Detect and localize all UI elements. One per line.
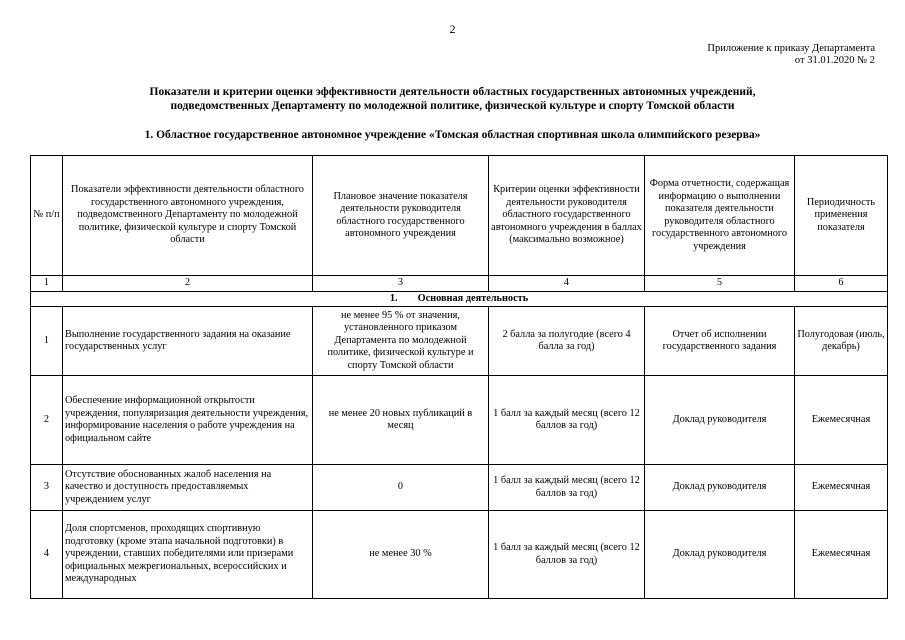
document-title bbox=[30, 85, 875, 113]
section-number: 1. bbox=[389, 292, 398, 304]
criteria-cell: 1 балл за каждый месяц (всего 12 баллов за год) bbox=[489, 511, 645, 599]
plan-cell: 0 bbox=[313, 465, 489, 511]
plan-cell: не менее 95 % от значения, установленного приказом Департамента по молодежной политике, физической культуре и спорту Томской области bbox=[313, 307, 489, 376]
header-cell-plan: Плановое значение показателя деятельности руководителя областного государственного автономного учреждения bbox=[313, 156, 489, 276]
title-line-2: подведомственных Департаменту по молодежной политике, физической культуре и спорту Томской области bbox=[170, 100, 735, 112]
header-cell-report: Форма отчетности, содержащая информацию о выполнении показателя деятельности руководителя областного государственного автономного учреждения bbox=[645, 156, 795, 276]
appendix-note bbox=[707, 43, 875, 67]
plan-cell: не менее 30 % bbox=[313, 511, 489, 599]
column-number: 4 bbox=[489, 276, 645, 292]
page-number: 2 bbox=[449, 22, 456, 36]
table-row bbox=[31, 307, 888, 376]
section-heading: 1. Областное государственное автономное учреждение «Томская областная спортивная школа олимпийского резерва» bbox=[144, 129, 761, 141]
header-cell-indicator: Показатели эффективности деятельности областного государственного автономного учреждения, подведомственного Департаменту по молодежной политике, физической культуре и спорту Томской области bbox=[63, 156, 313, 276]
criteria-cell: 1 балл за каждый месяц (всего 12 баллов за год) bbox=[489, 465, 645, 511]
criteria-table bbox=[30, 155, 888, 599]
report-cell: Доклад руководителя bbox=[645, 465, 795, 511]
criteria-cell: 2 балла за полугодие (всего 4 балла за год) bbox=[489, 307, 645, 376]
column-number: 6 bbox=[795, 276, 888, 292]
section-row bbox=[31, 291, 888, 307]
column-number: 5 bbox=[645, 276, 795, 292]
column-number: 3 bbox=[313, 276, 489, 292]
section-title-cell bbox=[31, 291, 888, 307]
column-number-row bbox=[31, 276, 888, 292]
header-cell-period: Периодичность применения показателя bbox=[795, 156, 888, 276]
row-number: 2 bbox=[31, 376, 63, 465]
plan-cell: не менее 20 новых публикаций в месяц bbox=[313, 376, 489, 465]
period-cell: Ежемесячная bbox=[795, 511, 888, 599]
report-cell: Доклад руководителя bbox=[645, 376, 795, 465]
period-cell: Ежемесячная bbox=[795, 376, 888, 465]
row-number: 3 bbox=[31, 465, 63, 511]
appendix-line-2: от 31.01.2020 № 2 bbox=[794, 55, 875, 66]
period-cell: Полугодовая (июль, декабрь) bbox=[795, 307, 888, 376]
title-line-1: Показатели и критерии оценки эффективности деятельности областных государственных автономных учреждений, bbox=[149, 86, 756, 98]
header-cell-criteria: Критерии оценки эффективности деятельности руководителя областного государственного автономного учреждения в баллах (максимально возможное) bbox=[489, 156, 645, 276]
report-cell: Доклад руководителя bbox=[645, 511, 795, 599]
header-row bbox=[31, 156, 888, 276]
table-row bbox=[31, 376, 888, 465]
header-cell-num: № п/п bbox=[31, 156, 63, 276]
table-row bbox=[31, 465, 888, 511]
period-cell: Ежемесячная bbox=[795, 465, 888, 511]
indicator-cell: Обеспечение информационной открытости учреждения, популяризация деятельности учреждения, информирование населения о работе учреждения на официальном сайте bbox=[63, 376, 313, 465]
indicator-cell: Отсутствие обоснованных жалоб населения на качество и доступность предоставляемых учреждением услуг bbox=[63, 465, 313, 511]
table-row bbox=[31, 511, 888, 599]
criteria-cell: 1 балл за каждый месяц (всего 12 баллов за год) bbox=[489, 376, 645, 465]
section-title: Основная деятельность bbox=[417, 292, 529, 304]
column-number: 2 bbox=[63, 276, 313, 292]
column-number: 1 bbox=[31, 276, 63, 292]
row-number: 1 bbox=[31, 307, 63, 376]
row-number: 4 bbox=[31, 511, 63, 599]
report-cell: Отчет об исполнении государственного задания bbox=[645, 307, 795, 376]
indicator-cell: Доля спортсменов, проходящих спортивную подготовку (кроме этапа начальной подготовки) в учреждении, ставших победителями или призерами официальных межрегиональных, всероссийских и международных bbox=[63, 511, 313, 599]
appendix-line-1: Приложение к приказу Департамента bbox=[707, 43, 875, 54]
indicator-cell: Выполнение государственного задания на оказание государственных услуг bbox=[63, 307, 313, 376]
